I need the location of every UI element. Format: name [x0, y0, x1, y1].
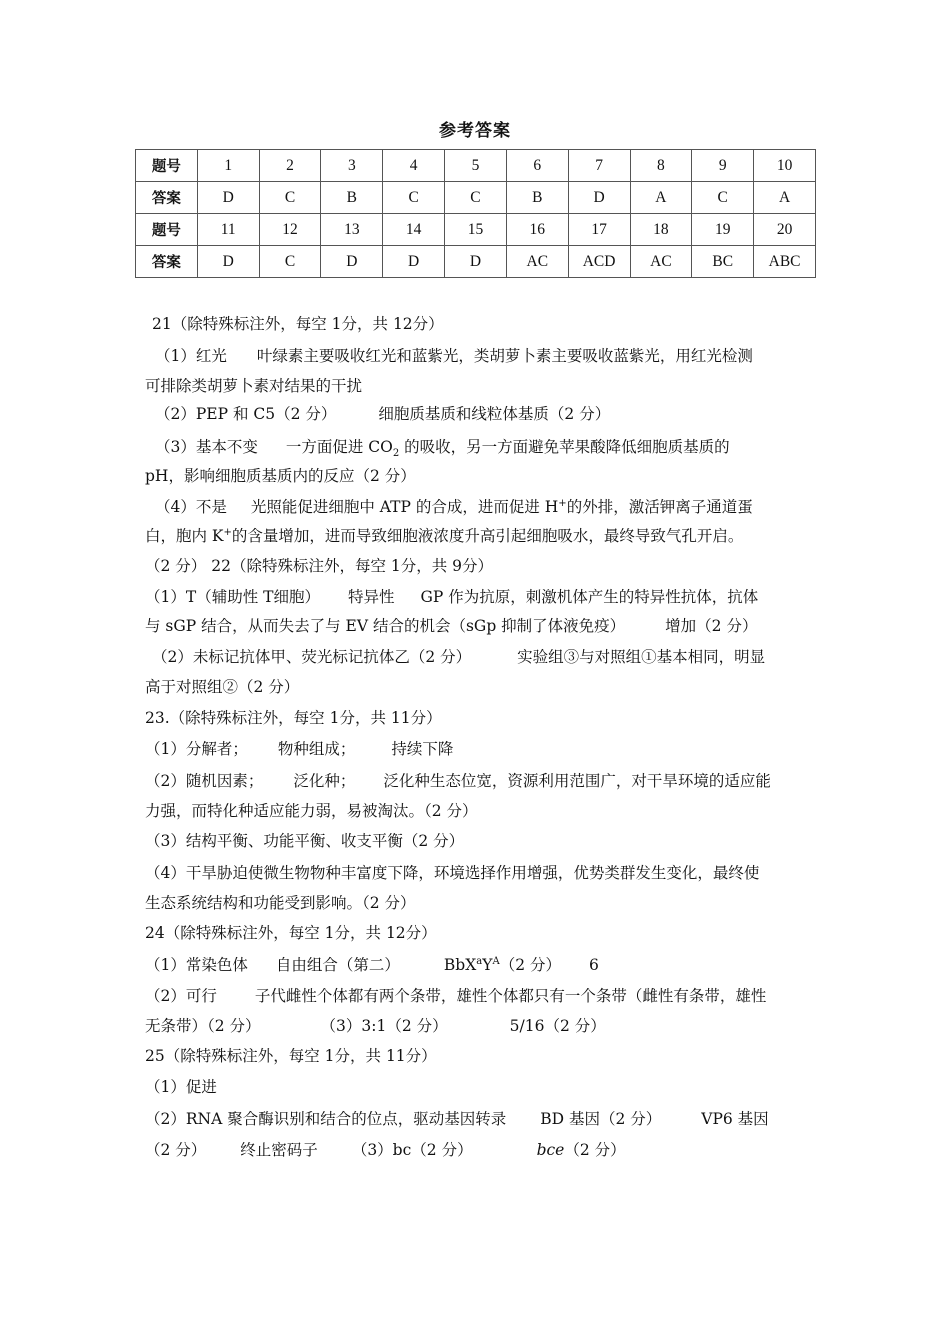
q25-part1: （1）促进 [145, 1078, 217, 1096]
question-number-cell: 13 [321, 214, 383, 246]
answer-cell: BC [692, 246, 754, 278]
table-row [136, 214, 816, 246]
q23-part4-cont: 生态系统结构和功能受到影响。（2 分） [145, 894, 416, 912]
q24-part1: （1）常染色体 自由组合（第二） $BbX^aY^A(2$ 分） 6 [145, 955, 599, 974]
answer-cell: D [197, 182, 259, 214]
q21-part3: （3）基本不变 一方面促进 $CO_2$ 的吸收，另一方面避免苹果酸降低细胞质基质的 [155, 438, 730, 460]
question-number-cell: 3 [321, 150, 383, 182]
answer-cell: ABC [754, 246, 816, 278]
answer-cell: C [259, 182, 321, 214]
q21-part4-cont: 白，胞内 K+的含量增加，进而导致细胞液浓度升高引起细胞吸水，最终导致气孔开启。 [145, 526, 744, 545]
row-label-answer: 答案 [136, 246, 198, 278]
answer-cell: ACD [568, 246, 630, 278]
question-number-cell: 19 [692, 214, 754, 246]
question-number-cell: 14 [383, 214, 445, 246]
page-title: 参考答案 [439, 121, 511, 141]
question-number-cell: 2 [259, 150, 321, 182]
answer-cell: AC [506, 246, 568, 278]
answer-cell: C [445, 182, 507, 214]
q21-part4: （4）不是 光照能促进细胞中 ATP 的合成，进而促进 H+的外排，激活钾离子通道蛋 [155, 497, 753, 516]
q23-part2: （2）随机因素； 泛化种； 泛化种生态位宽，资源利用范围广，对干旱环境的适应能 [145, 772, 771, 790]
q24-header: 24（除特殊标注外，每空 1分，共 12分） [145, 924, 437, 942]
question-number-cell: 16 [506, 214, 568, 246]
q23-part2-cont: 力强，而特化种适应能力弱，易被淘汰。（2 分） [145, 802, 478, 820]
q23-header: 23.（除特殊标注外，每空 1分，共 11分） [145, 709, 442, 727]
answer-cell: C [692, 182, 754, 214]
answer-cell: B [506, 182, 568, 214]
table-row [136, 246, 816, 278]
answer-cell: D [321, 246, 383, 278]
question-number-cell: 1 [197, 150, 259, 182]
q25-header: 25（除特殊标注外，每空 1分，共 11分） [145, 1047, 437, 1065]
table-row [136, 182, 816, 214]
q21-part3-cont: pH，影响细胞质基质内的反应（2 分） [145, 467, 416, 485]
answer-cell: D [445, 246, 507, 278]
q25-part2-cont: （2 分） 终止密码子 （3）bc（2 分） bce（2 分） [145, 1141, 626, 1159]
question-number-cell: 15 [445, 214, 507, 246]
question-number-cell: 12 [259, 214, 321, 246]
question-number-cell: 6 [506, 150, 568, 182]
question-number-cell: 20 [754, 214, 816, 246]
q22-part2: （2）未标记抗体甲、荧光标记抗体乙（2 分） 实验组③与对照组①基本相同，明显 [152, 648, 766, 666]
question-number-cell: 18 [630, 214, 692, 246]
q22-header: （2 分） 22（除特殊标注外，每空 1分，共 9分） [145, 557, 494, 575]
q21-part1-cont: 可排除类胡萝卜素对结果的干扰 [145, 377, 363, 395]
q23-part3: （3）结构平衡、功能平衡、收支平衡（2 分） [145, 832, 465, 850]
q23-part1: （1）分解者； 物种组成； 持续下降 [145, 740, 454, 758]
q21-part1: （1）红光 叶绿素主要吸收红光和蓝紫光，类胡萝卜素主要吸收蓝紫光，用红光检测 [155, 347, 753, 365]
q25-part2: （2）RNA 聚合酶识别和结合的位点，驱动基因转录 BD 基因（2 分） VP6 基因 [145, 1110, 769, 1128]
answer-cell: D [568, 182, 630, 214]
q22-part1-cont: 与 sGP 结合，从而失去了与 EV 结合的机会（sGp 抑制了体液免疫） 增加（2 分） [145, 617, 758, 635]
q21-part2: （2）PEP 和 C5（2 分） 细胞质基质和线粒体基质（2 分） [155, 405, 611, 423]
q22-part2-cont: 高于对照组②（2 分） [145, 678, 300, 696]
row-label-number: 题号 [136, 214, 198, 246]
q24-part2: （2）可行 子代雌性个体都有两个条带，雄性个体都只有一个条带（雌性有条带，雄性 [145, 987, 767, 1005]
answer-cell: D [383, 246, 445, 278]
q24-part2-cont: 无条带）（2 分） （3）3:1（2 分） 5/16（2 分） [145, 1017, 606, 1035]
question-number-cell: 11 [197, 214, 259, 246]
answer-cell: A [754, 182, 816, 214]
q23-part4: （4）干旱胁迫使微生物物种丰富度下降，环境选择作用增强，优势类群发生变化，最终使 [145, 864, 760, 882]
q21-header: 21（除特殊标注外，每空 1分，共 12分） [152, 315, 444, 333]
question-number-cell: 8 [630, 150, 692, 182]
row-label-number: 题号 [136, 150, 198, 182]
answer-cell: C [383, 182, 445, 214]
question-number-cell: 7 [568, 150, 630, 182]
answer-cell: A [630, 182, 692, 214]
answer-cell: AC [630, 246, 692, 278]
row-label-answer: 答案 [136, 182, 198, 214]
answer-cell: B [321, 182, 383, 214]
answer-cell: C [259, 246, 321, 278]
answer-table [135, 149, 816, 278]
question-number-cell: 5 [445, 150, 507, 182]
table-row [136, 150, 816, 182]
q22-part1: （1）T（辅助性 T细胞） 特异性 GP 作为抗原，刺激机体产生的特异性抗体，抗体 [145, 588, 759, 606]
question-number-cell: 10 [754, 150, 816, 182]
question-number-cell: 4 [383, 150, 445, 182]
answer-cell: D [197, 246, 259, 278]
question-number-cell: 9 [692, 150, 754, 182]
question-number-cell: 17 [568, 214, 630, 246]
